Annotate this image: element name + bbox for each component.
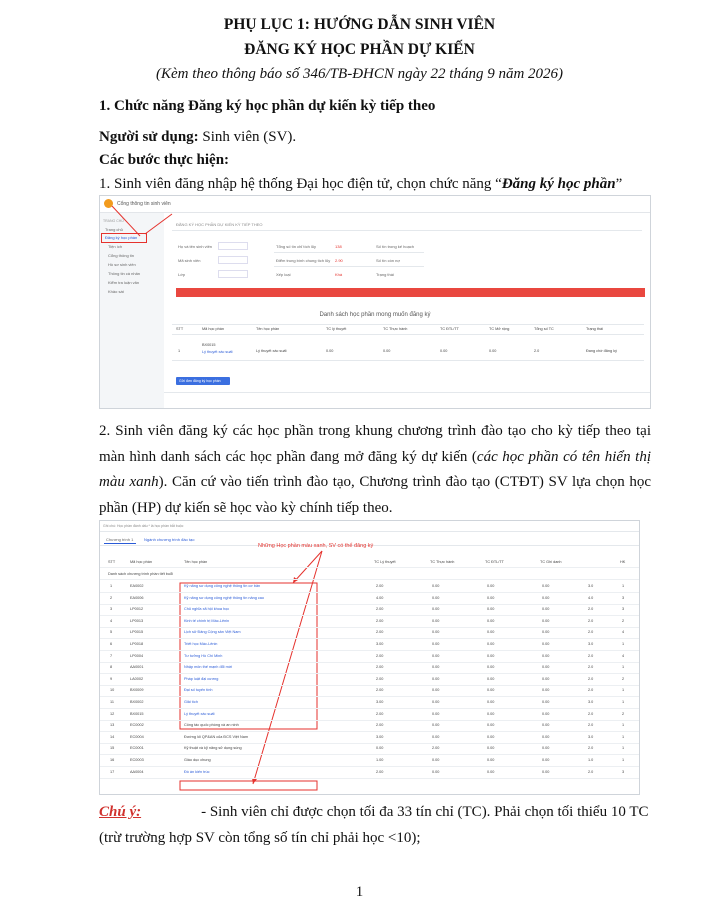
course-cell-code: EA0002 <box>130 584 144 588</box>
course-cell-gd: 0.00 <box>542 595 550 600</box>
step1-text: 1. Sinh viên đăng nhập hệ thống Đại học điện tử, chọn chức năng “ <box>99 176 502 192</box>
course-cell-gd: 0.00 <box>542 653 550 658</box>
course-name[interactable]: Đại số tuyến tính <box>184 688 213 693</box>
course-cell-th: 0.00 <box>432 618 440 623</box>
course-cell-dt: 0.00 <box>487 676 495 681</box>
col-gd: TC Ghi danh <box>540 560 562 564</box>
course-cell-gd: 0.00 <box>542 676 550 681</box>
course-cell-gd: 0.00 <box>542 665 550 670</box>
step1-emphasis: Đăng ký học phần <box>501 176 616 192</box>
course-cell-gd: 0.00 <box>542 769 550 774</box>
table-row-divider <box>100 673 639 674</box>
course-cell-hk: 1 <box>622 642 625 646</box>
portal-page-title: ĐĂNG KÝ HỌC PHẦN DỰ KIẾN KỲ TIẾP THEO <box>176 222 263 227</box>
course-cell-lt: 0.00 <box>376 746 384 751</box>
course-cell-stt: 10 <box>110 688 115 693</box>
course-name[interactable]: Chủ nghĩa xã hội khoa học <box>184 607 230 612</box>
course-cell-stt: 9 <box>110 676 113 681</box>
course-cell-lt: 3.00 <box>376 642 384 646</box>
wishlist-table-title: Danh sách học phần mong muốn đăng ký <box>319 312 431 318</box>
sidebar-item-6[interactable]: Kiểm tra luận văn <box>108 280 140 285</box>
course-cell-tc: 2.0 <box>588 618 594 623</box>
course-cell-code: LP0015 <box>130 630 144 635</box>
course-cell-tc: 2.0 <box>588 607 594 612</box>
course-name[interactable]: Lịch sử Đảng Cộng sản Việt Nam <box>184 630 241 635</box>
course-cell-tc: 3.0 <box>588 734 594 739</box>
table-row-divider <box>100 615 639 616</box>
course-cell-lt: 2.00 <box>376 676 384 681</box>
course-cell-hk: 4 <box>622 653 625 658</box>
course-cell-code: BX0015 <box>130 711 144 716</box>
course-cell-th: 0.00 <box>432 584 440 588</box>
col-dt: TC ĐTL/TT <box>485 560 504 564</box>
course-cell-gd: 0.00 <box>542 642 550 646</box>
table-row-divider <box>100 720 639 721</box>
note-line2: (trừ trường hợp SV còn tổng số tín chỉ phải học <10); <box>99 830 421 846</box>
course-cell-stt: 8 <box>110 665 113 670</box>
course-cell-stt: 11 <box>110 700 114 704</box>
note-label: Chú ý: <box>99 804 142 820</box>
subtitle: (Kèm theo thông báo số 346/TB-ĐHCN ngày 22 tháng 9 năm 2026) <box>155 66 564 82</box>
course-cell-th: 0.00 <box>432 700 440 704</box>
course-cell-lt: 2.00 <box>376 688 384 693</box>
course-cell-code: LP0018 <box>130 642 144 646</box>
table-row-divider <box>100 650 639 651</box>
course-cell-code: BX0002 <box>130 700 144 704</box>
course-cell-gd: 0.00 <box>542 711 550 716</box>
course-cell-dt: 0.00 <box>487 607 495 612</box>
course-cell-hk: 2 <box>622 711 625 716</box>
course-cell-hk: 1 <box>622 746 625 751</box>
user-line <box>99 129 296 146</box>
course-cell-code: LP0012 <box>130 607 144 612</box>
course-cell-stt: 12 <box>110 711 115 716</box>
portal-sidebar: TRANG CHỦ Trang chủ Đăng ký học phần Tiện ích Cổng thông tin Hồ sơ sinh viên Thông tin cá nhân Kiểm tra luận văn Khảo sát <box>100 213 164 408</box>
user-value: Sinh viên (SV). <box>198 129 297 145</box>
steps-label: Các bước thực hiện: <box>99 152 230 168</box>
course-cell-lt: 2.00 <box>376 665 384 670</box>
col-stt: STT <box>108 560 116 564</box>
course-cell-tc: 2.0 <box>588 676 594 681</box>
course-cell-th: 0.00 <box>432 642 440 646</box>
course-cell-tc: 2.0 <box>588 769 594 774</box>
table-row-divider <box>100 754 639 755</box>
course-cell-th: 0.00 <box>432 607 440 612</box>
course-cell-tc: 2.0 <box>588 723 594 728</box>
course-cell-lt: 2.00 <box>376 618 384 623</box>
course-cell-gd: 0.00 <box>542 630 550 635</box>
course-cell-hk: 4 <box>622 630 625 635</box>
col-code: Mã học phần <box>130 560 152 564</box>
course-cell-gd: 0.00 <box>542 734 550 739</box>
course-name[interactable]: Kỹ năng sư dụng công nghệ thông tin cơ bản <box>184 584 261 588</box>
course-cell-tc: 2.0 <box>588 711 594 716</box>
sidebar-item-2[interactable]: Tiện ích <box>108 244 123 249</box>
course-cell-hk: 1 <box>622 734 625 739</box>
course-cell-lt: 2.00 <box>376 769 384 774</box>
course-cell-gd: 0.00 <box>542 758 550 762</box>
course-cell-th: 0.00 <box>432 734 440 739</box>
course-cell-tc: 3.0 <box>588 700 594 704</box>
course-cell-th: 0.00 <box>432 723 440 728</box>
course-cell-code: AA0001 <box>130 665 144 670</box>
course-cell-stt: 17 <box>110 769 115 774</box>
course-name: Đường lối QP&AN của ĐCS Việt Nam <box>184 734 249 739</box>
course-name: Kỹ thuật và kỹ năng sử dụng súng <box>184 746 242 751</box>
course-cell-hk: 1 <box>622 758 625 762</box>
step1-line <box>99 176 622 193</box>
col-hk: HK <box>620 560 626 564</box>
course-cell-hk: 1 <box>622 584 625 588</box>
course-cell-hk: 1 <box>622 688 625 693</box>
course-cell-dt: 0.00 <box>487 630 495 635</box>
course-cell-gd: 0.00 <box>542 584 550 588</box>
course-cell-code: EC0001 <box>130 746 144 751</box>
course-cell-tc: 2.0 <box>588 653 594 658</box>
course-cell-dt: 0.00 <box>487 723 495 728</box>
course-cell-hk: 3 <box>622 607 625 612</box>
course-cell-hk: 1 <box>622 665 625 670</box>
col-name: Tên học phần <box>184 560 208 564</box>
tab-program-1[interactable]: Chương trình 1 <box>106 537 134 542</box>
course-name[interactable]: Tư tưởng Hồ Chí Minh <box>184 653 223 658</box>
course-cell-stt: 7 <box>110 653 113 658</box>
course-cell-hk: 2 <box>622 618 625 623</box>
course-cell-dt: 0.00 <box>487 584 495 588</box>
course-cell-tc: 1.0 <box>588 758 594 762</box>
sidebar-item-4[interactable]: Hồ sơ sinh viên <box>108 262 136 267</box>
sidebar-item-0[interactable]: Trang chủ <box>105 227 123 232</box>
course-cell-gd: 0.00 <box>542 746 550 751</box>
course-cell-hk: 3 <box>622 769 625 774</box>
user-label: Người sử dụng: <box>99 129 199 145</box>
course-cell-dt: 0.00 <box>487 653 495 658</box>
course-cell-code: EC0004 <box>130 734 144 739</box>
course-cell-dt: 0.00 <box>487 758 495 762</box>
course-cell-lt: 2.00 <box>376 630 384 635</box>
table-row-divider <box>100 708 639 709</box>
course-cell-th: 0.00 <box>432 711 440 716</box>
course-cell-lt: 2.00 <box>376 723 384 728</box>
course-name[interactable]: Lý thuyết xác suất <box>184 711 215 716</box>
course-cell-code: LA0002 <box>130 676 144 681</box>
page-number: 1 <box>355 884 364 900</box>
course-cell-dt: 0.00 <box>487 618 495 623</box>
course-cell-stt: 14 <box>110 734 115 739</box>
title-line2: ĐĂNG KÝ HỌC PHẦN DỰ KIẾN <box>244 41 475 58</box>
course-cell-lt: 2.00 <box>376 711 384 716</box>
tab-program-2[interactable]: Ngành chương trình đào tạo <box>144 537 195 542</box>
course-cell-code: LP0013 <box>130 618 144 623</box>
course-cell-th: 0.00 <box>432 769 440 774</box>
course-cell-code: EA0006 <box>130 595 144 600</box>
course-cell-lt: 3.00 <box>376 700 384 704</box>
course-cell-dt: 0.00 <box>487 734 495 739</box>
table-row-divider <box>100 638 639 639</box>
course-cell-code: AA0004 <box>130 769 144 774</box>
course-cell-dt: 0.00 <box>487 595 495 600</box>
course-cell-lt: 2.00 <box>376 653 384 658</box>
course-cell-lt: 3.00 <box>376 734 384 739</box>
table-row-divider <box>100 604 639 605</box>
table-row-divider <box>100 778 639 779</box>
course-cell-tc: 2.0 <box>588 688 594 693</box>
col-th: TC Thực hành <box>430 560 455 564</box>
course-cell-tc: 3.0 <box>588 642 594 646</box>
table-row-divider <box>100 696 639 697</box>
course-name: Giáo dục chung <box>184 758 211 762</box>
table-row-divider <box>100 662 639 663</box>
course-name[interactable]: Đồ án kiến trúc <box>184 769 210 774</box>
sidebar-item-3[interactable]: Cổng thông tin <box>108 253 135 258</box>
table-row-divider <box>100 592 639 593</box>
course-name[interactable]: Triết học Mác-Lênin <box>184 642 218 646</box>
course-cell-lt: 4.00 <box>376 595 384 600</box>
sidebar-item-register[interactable]: Đăng ký học phần <box>105 235 138 240</box>
course-name[interactable]: Kỹ năng sư dụng công nghệ thông tin nâng cao <box>184 595 265 600</box>
course-cell-stt: 6 <box>110 642 113 646</box>
course-cell-stt: 3 <box>110 607 113 612</box>
course-cell-stt: 1 <box>110 584 113 588</box>
course-name: Công tác quốc phòng và an ninh <box>184 723 239 728</box>
course-cell-hk: 2 <box>622 676 625 681</box>
course-cell-stt: 4 <box>110 618 113 623</box>
course-cell-dt: 0.00 <box>487 746 495 751</box>
course-name[interactable]: Giải tích <box>184 700 198 704</box>
sidebar-item-7[interactable]: Khảo sát <box>108 289 124 294</box>
course-cell-th: 0.00 <box>432 758 440 762</box>
course-name[interactable]: Kinh tế chính trị Mác-Lênin <box>184 618 230 623</box>
course-cell-gd: 0.00 <box>542 688 550 693</box>
step2-paragraph: 2. Sinh viên đăng ký các học phần trong khung chương trình đào tạo cho kỳ tiếp theo tại màn hình danh sách các học phần đang mở đăng ký dự kiến (các học phần có tên hiển thị màu xanh). Căn cứ vào tiến trình đào tạo, Chương trình đào tạo (CTĐT) SV lựa chọn học phần (HP) dự kiến sẽ học vào kỳ chính tiếp theo. <box>99 423 651 516</box>
course-cell-th: 0.00 <box>432 653 440 658</box>
course-name[interactable]: Nhập môn thế mạnh đổi mới <box>184 665 233 670</box>
course-cell-tc: 2.0 <box>588 630 594 635</box>
course-cell-stt: 2 <box>110 595 113 600</box>
note-text1: - Sinh viên chỉ được chọn tối đa 33 tín chỉ (TC). Phải chọn tối thiểu 10 TC <box>201 804 649 820</box>
course-cell-th: 0.00 <box>432 595 440 600</box>
col-lt: TC Lý thuyết <box>374 560 396 564</box>
course-cell-lt: 2.00 <box>376 584 384 588</box>
course-cell-code: BX0009 <box>130 688 144 693</box>
course-cell-stt: 15 <box>110 746 115 751</box>
course-cell-tc: 2.0 <box>588 665 594 670</box>
course-name[interactable]: Pháp luật đại cương <box>184 676 219 681</box>
course-cell-dt: 0.00 <box>487 711 495 716</box>
course-cell-th: 0.00 <box>432 630 440 635</box>
section-heading: 1. Chức năng Đăng ký học phần dự kiến kỳ tiếp theo <box>99 98 436 114</box>
course-cell-tc: 3.0 <box>588 584 594 588</box>
sidebar-item-5[interactable]: Thông tin cá nhân <box>108 271 141 276</box>
course-cell-stt: 5 <box>110 630 113 635</box>
annotation-text: Những Học phần màu xanh, SV có thể đăng ký <box>258 543 374 549</box>
submit-wishlist-button[interactable]: Gửi đơn đăng ký học phần <box>176 377 230 385</box>
course-cell-th: 0.00 <box>432 688 440 693</box>
step1-end: ” <box>615 176 623 192</box>
course-cell-dt: 0.00 <box>487 665 495 670</box>
course-cell-th: 0.00 <box>432 676 440 681</box>
course-cell-gd: 0.00 <box>542 618 550 623</box>
course-cell-stt: 16 <box>110 758 115 762</box>
course-cell-code: EC0002 <box>130 723 144 728</box>
table-row-divider <box>100 627 639 628</box>
course-cell-tc: 2.0 <box>588 746 594 751</box>
course-cell-hk: 3 <box>622 595 625 600</box>
table-row-divider <box>100 743 639 744</box>
alert-bar <box>176 288 645 297</box>
course-cell-th: 2.00 <box>432 746 440 751</box>
screenshot-course-list: Ghi chú: Học phần đánh dấu * là học phần bắt buộc Chương trình 1 Ngành chương trình đào tạo Những Học phần màu xanh, SV có thể đăng ký STT Mã học phần Tên học phần TC Lý thuyết TC Thực hành TC ĐTL/TT TC Ghi danh HK Danh sách chương trình phần tiết buổi 1 EA0002 Kỹ năng sư dụng công nghệ thông tin cơ bản 2.00 0.00 0.00 0.00 3.0 1 2 EA0006 Kỹ năng sư dụng công nghệ thông tin nâng cao 4.00 0.00 0.00 0.00 4.0 3 3 LP0012 Chủ nghĩa xã hội khoa học 2.00 0.00 0.00 0.00 2.0 3 4 LP0013 Kinh tế chính trị Mác-Lênin 2.00 0.00 0.00 0.00 2.0 2 5 LP0015 Lịch sử Đảng Cộng sản Việt Nam 2.00 0.00 0.00 0.00 2.0 4 6 LP0018 Triết học Mác-Lênin 3.00 0.00 0.00 0.00 3.0 1 7 LP0004 Tư tưởng Hồ Chí Minh 2.00 0.00 0.00 0.00 2.0 4 8 AA0001 Nhập môn thế mạnh đổi mới 2.00 0.00 0.00 0.00 2.0 1 9 LA0002 Pháp luật đại cương 2.00 0.00 0.00 0.00 2.0 2 10 BX0009 Đại số tuyến tính 2.00 0.00 0.00 0.00 2.0 1 11 BX0002 Giải tích 3.00 0.00 0.00 0.00 3.0 1 12 BX0015 Lý thuyết xác suất 2.00 0.00 0.00 0.00 2.0 2 13 EC0002 Công tác quốc phòng và an ninh 2.00 0.00 0.00 0.00 2.0 1 14 EC0004 Đường lối QP&AN của ĐCS Việt Nam 3.00 0.00 0.00 0.00 3.0 1 15 EC0001 Kỹ thuật và kỹ năng sử dụng súng 0.00 2.00 0.00 0.00 2.0 1 16 EC0003 Giáo dục chung 1.00 0.00 0.00 0.00 1.0 1 17 AA0004 Đồ án kiến trúc 2.00 0.00 0.00 0.00 2.0 3 <box>99 520 640 795</box>
table-row-divider <box>100 731 639 732</box>
course-cell-tc: 4.0 <box>588 595 594 600</box>
course-cell-th: 0.00 <box>432 665 440 670</box>
course-cell-dt: 0.00 <box>487 769 495 774</box>
portal-title: Cổng thông tin sinh viên <box>117 201 171 207</box>
wishlist-course-link[interactable]: Lý thuyết xác suất <box>202 350 233 354</box>
screenshot-portal: Cổng thông tin sinh viên TRANG CHỦ Trang chủ Đăng ký học phần Tiện ích Cổng thông tin Hồ sơ sinh viên Thông tin cá nhân Kiểm tra luận văn Khảo sát ĐĂNG KÝ HỌC PHẦN DỰ KIẾN KỲ TIẾP THEO Họ và tên sinh viên Mã sinh viên Lớp Tổng số tín chỉ tích lũy 138 Điểm trung bình chung tích lũy 2.90 Xếp loại Khá Số tín trong kế hoạch Số tín còn nợ Trạng thái Danh sách học phần mong muốn đăng ký STT Mã học phần Tên học phần TC lý thuyết TC Thực hành TC ĐTL/TT TC Mở rộng Tổng số TC Trạng thái 1 BX0015 Lý thuyết xác suất Lý thuyết xác suất 0.00 0.00 0.00 0.00 2.0 Đang chờ đăng ký Gửi đơn đăng ký học phần <box>99 195 651 409</box>
course-cell-code: EC0003 <box>130 758 144 762</box>
course-cell-stt: 13 <box>110 723 115 728</box>
table-row-divider <box>100 685 639 686</box>
course-cell-hk: 1 <box>622 700 625 704</box>
note-line1 <box>99 804 649 821</box>
course-cell-hk: 1 <box>622 723 625 728</box>
title-line1: PHỤ LỤC 1: HƯỚNG DẪN SINH VIÊN <box>223 16 496 33</box>
course-cell-gd: 0.00 <box>542 607 550 612</box>
course-cell-gd: 0.00 <box>542 723 550 728</box>
course-cell-dt: 0.00 <box>487 642 495 646</box>
course-cell-gd: 0.00 <box>542 700 550 704</box>
course-cell-lt: 2.00 <box>376 607 384 612</box>
course-cell-lt: 1.00 <box>376 758 384 762</box>
course-cell-dt: 0.00 <box>487 688 495 693</box>
group-label: Danh sách chương trình phần tiết buổi <box>108 572 173 576</box>
course-cell-dt: 0.00 <box>487 700 495 704</box>
table-row-divider <box>100 766 639 767</box>
course-cell-code: LP0004 <box>130 653 144 658</box>
